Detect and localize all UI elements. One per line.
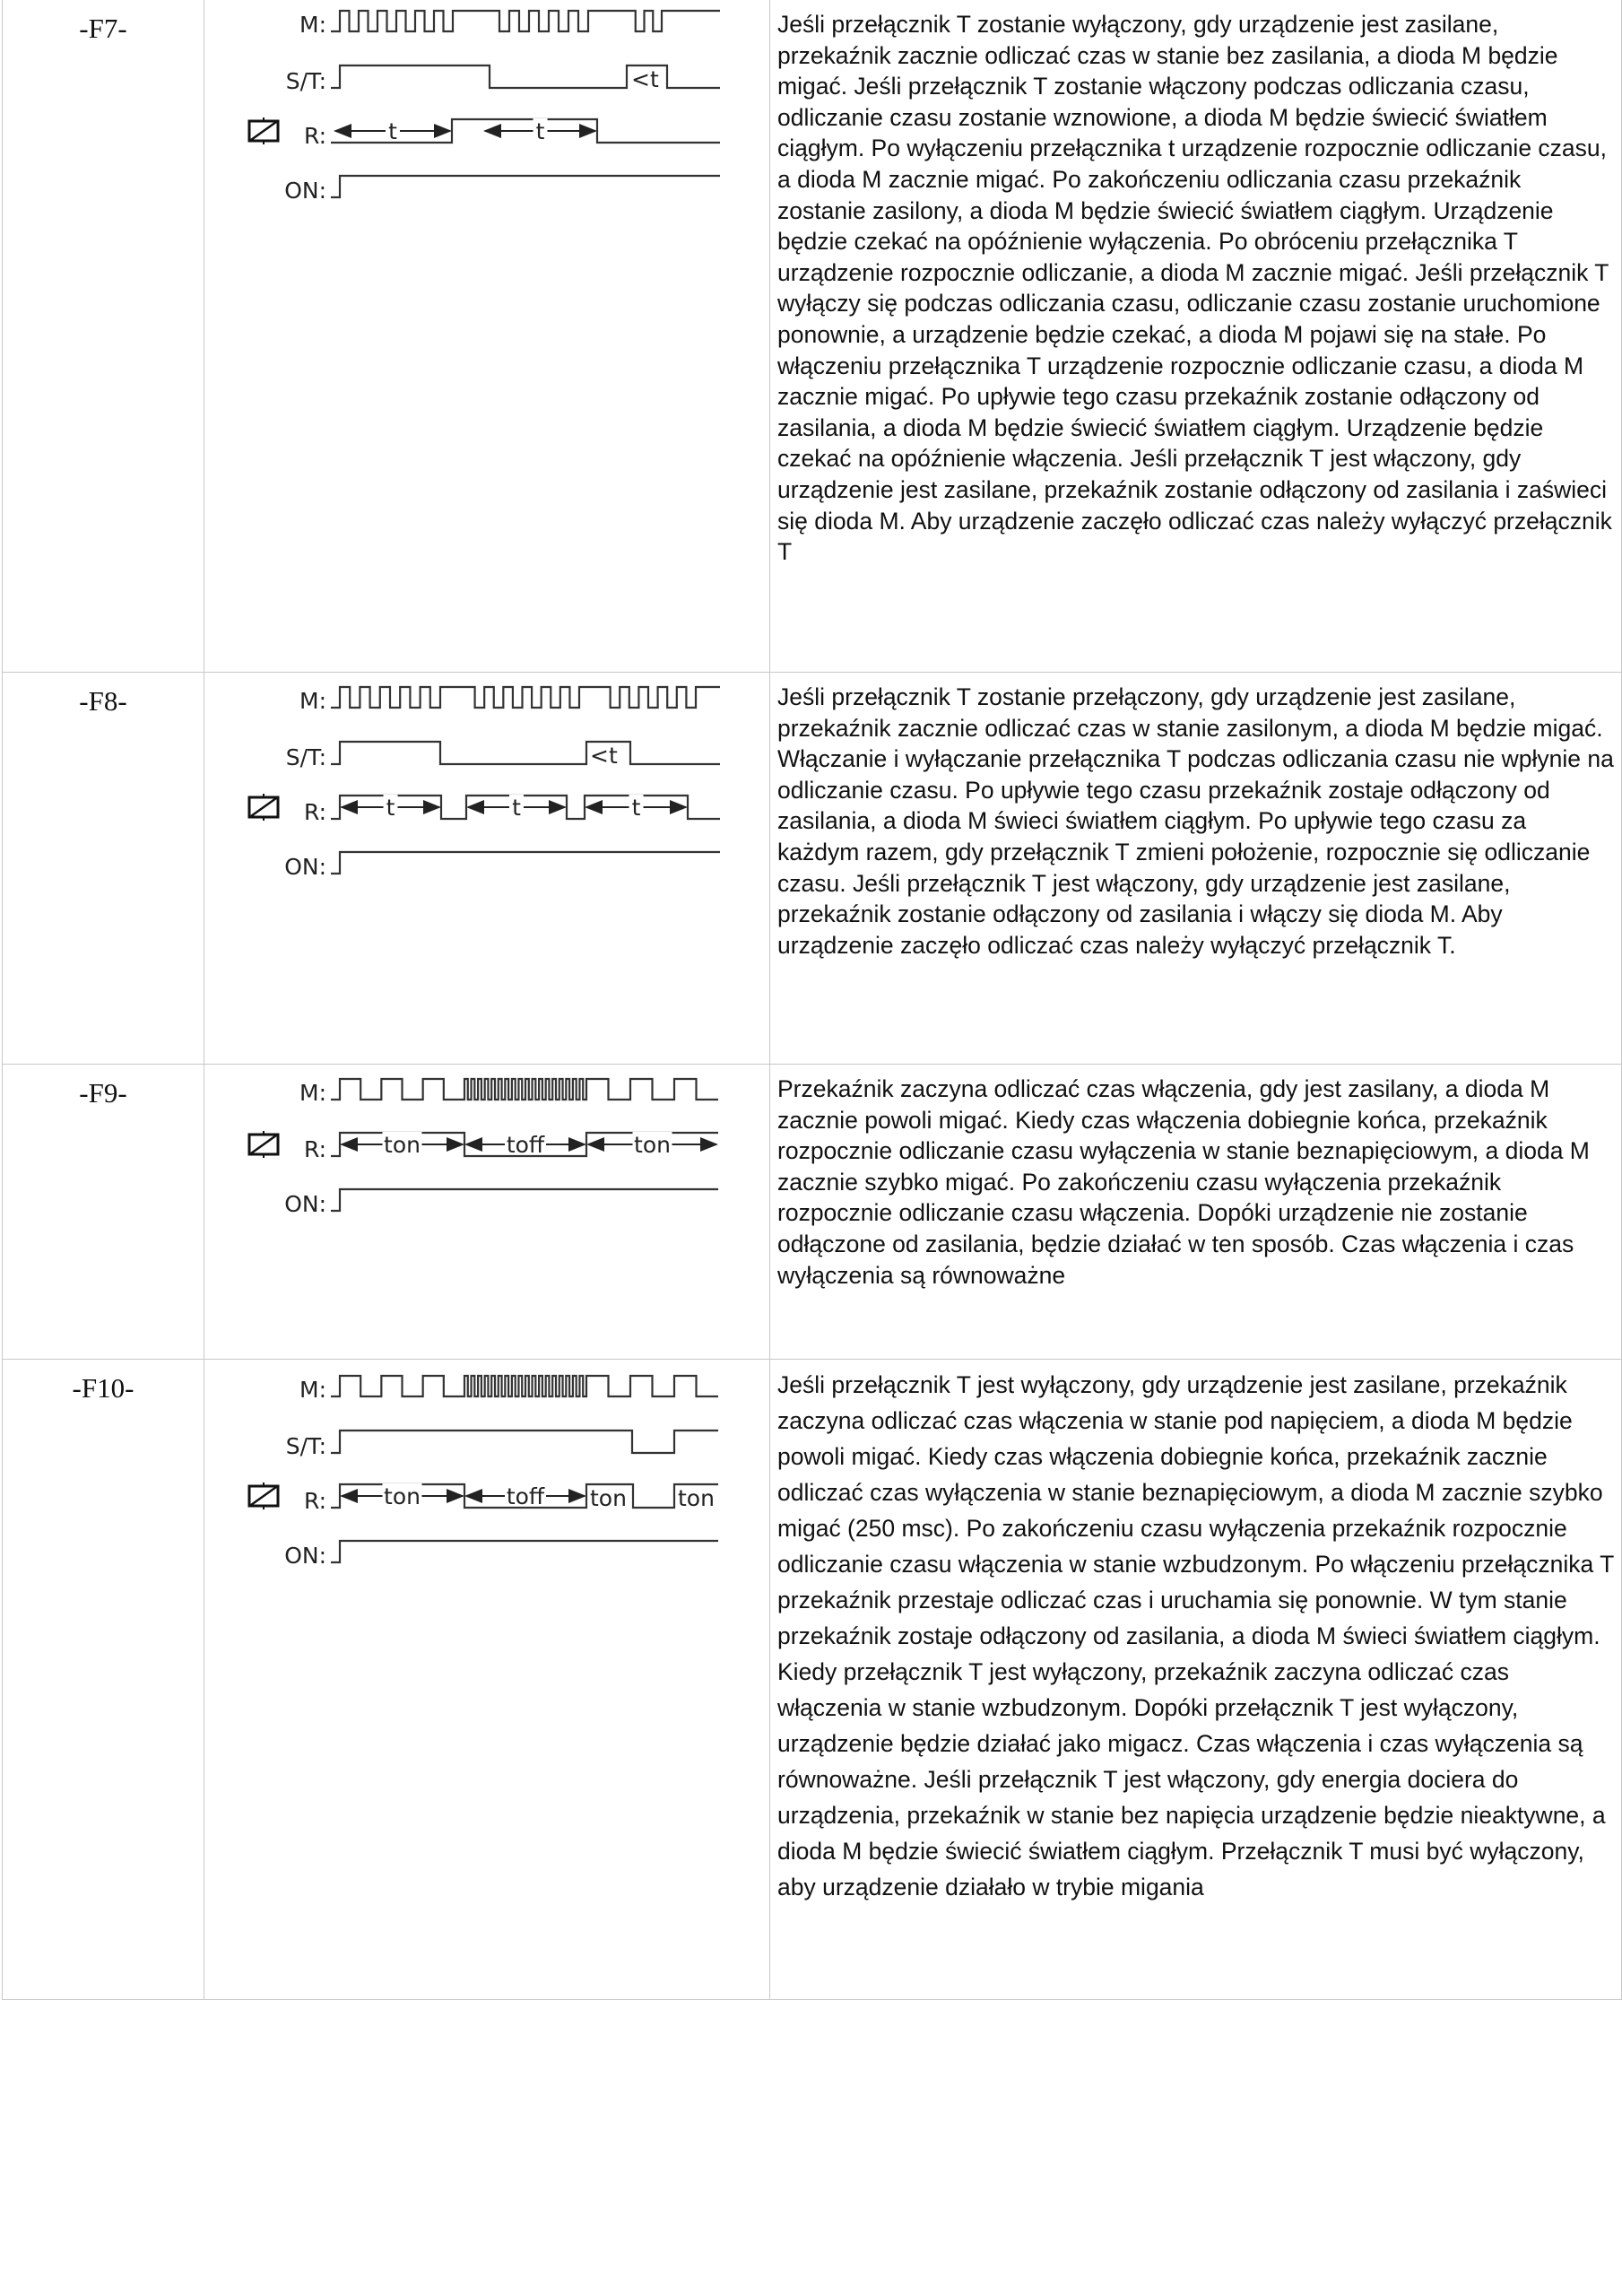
signal-label-on: ON: [284, 1191, 326, 1217]
signal-on [331, 1189, 718, 1211]
timing-diagram-cell [204, 1065, 770, 1359]
relay-coil-icon [249, 1131, 278, 1158]
interval-arrow [485, 118, 595, 144]
description: Jeśli przełącznik T zostanie przełączony, gdy urządzenie jest zasilane, przekaźnik zacznie odliczać czas w stanie zasilonym, a dioda M będzie migać. Włączanie i wyłączanie przełącznika T podczas odliczania czasu nie wpłynie na odliczanie czasu. Po upływie tego czasu przekaźnik zostaje odłączony od zasilania, a dioda M świeci światłem ciągłym. Po upływie tego czasu za każdym razem, gdy przełącznik T zmieni położenie, rozpocznie się odliczanie czasu. Jeśli przełącznik T jest włączony, gdy urządzenie jest zasilane, przekaźnik zostanie odłączony od zasilania i włączy się dioda M. Aby urządzenie zaczęło odliczać czas należy wyłączyć przełącznik T. [777, 683, 1614, 959]
interval-label: ton [634, 1132, 671, 1158]
signal-label-st: S/T: [285, 744, 326, 770]
relay-coil-icon [249, 117, 278, 144]
interval-label: t [386, 795, 395, 821]
table-row-f7 [3, 0, 1621, 672]
signal-on [331, 1541, 718, 1562]
table-row-f10 [3, 1359, 1621, 1999]
signal-label-r: R: [303, 799, 326, 825]
signal-on [331, 176, 720, 197]
timing-diagram-f10 [217, 1365, 728, 1580]
signal-m [331, 1376, 718, 1396]
function-id: -F8- [79, 685, 127, 717]
interval-label: ton [590, 1485, 627, 1511]
signal-st [331, 742, 720, 764]
signal-label-st: S/T: [285, 68, 326, 94]
interval-arrow [342, 1132, 463, 1158]
interval-label: ton [384, 1132, 421, 1158]
interval-arrow [466, 1132, 585, 1158]
interval-label: toff [506, 1132, 545, 1158]
interval-arrow [335, 118, 450, 144]
table-row-f8 [3, 672, 1621, 1064]
interval-label: ton [384, 1483, 421, 1509]
function-id: -F7- [79, 13, 127, 44]
description: Jeśli przełącznik T jest wyłączony, gdy urządzenie jest zasilane, przekaźnik zaczyna odliczać czas włączenia w stanie pod napięciem, a dioda M będzie powoli migać. Kiedy czas włączenia dobiegnie końca, przekaźnik zacznie odliczać czas wyłączenia w stanie beznapięciowym, a dioda M zacznie szybko migać (250 msc). Po zakończeniu czasu wyłączenia przekaźnik rozpocznie odliczanie czasu włączenia w stanie wzbudzonym. Po włączeniu przełącznika T przekaźnik przestaje odliczać czas i uruchamia się ponownie. W tym stanie przekaźnik zostaje odłączony od zasilania, a dioda M świeci światłem ciągłym. Kiedy przełącznik T jest wyłączony, przekaźnik zaczyna odliczać czas włączenia w stanie wzbudzonym. Dopóki przełącznik T jest wyłączony, urządzenie będzie działać jako migacz. Czas włączenia i czas wyłączenia są równoważne. Jeśli przełącznik T jest włączony, gdy energia dociera do urządzenia, przekaźnik w stanie bez napięcia urządzenie będzie nieaktywne, a dioda M będzie świecić światłem ciągłym. Przełącznik T musi być wyłączony, aby urządzenie działało w trybie migania [777, 1371, 1614, 1900]
signal-m [331, 1079, 718, 1100]
signal-label-on: ON: [284, 1543, 326, 1569]
signal-label-m: M: [299, 688, 326, 714]
timing-diagram-cell [204, 673, 770, 1064]
description: Jeśli przełącznik T zostanie wyłączony, gdy urządzenie jest zasilane, przekaźnik zacznie odliczać czas w stanie bez zasilania, a dioda M będzie migać. Jeśli przełącznik T zostanie włączony podczas odliczania czasu, odliczanie czasu zostanie wznowione, a dioda M będzie świecić światłem ciągłym. Po wyłączeniu przełącznika t urządzenie rozpocznie odliczanie czasu, a dioda M zacznie migać. Po zakończeniu odliczania czasu przekaźnik zostanie zasilony, a dioda M będzie świecić światłem ciągłym. Urządzenie będzie czekać na opóźnienie wyłączenia. Po obróceniu przełącznika T urządzenie rozpocznie odliczanie, a dioda M zacznie migać. Jeśli przełącznik T wyłączy się podczas odliczania czasu, odliczanie czasu zostanie uruchomione ponownie, a urządzenie będzie czekać, a dioda M pojawi się na stałe. Po włączeniu przełącznika T urządzenie rozpocznie odliczanie czasu, a dioda M zacznie migać. Po upływie tego czasu przekaźnik zostanie odłączony od zasilania, a dioda M będzie świecić światłem ciągłym. Urządzenie będzie czekać na opóźnienie włączenia. Jeśli przełącznik T jest włączony, gdy urządzenie jest zasilane, przekaźnik zostanie odłączony od zasilania i zaświeci się dioda M. Aby urządzenie zaczęło odliczać czas należy wyłączyć przełącznik T [777, 11, 1612, 566]
signal-st [331, 65, 720, 88]
interval-arrow [342, 1483, 463, 1509]
interval-label: <t [631, 66, 659, 92]
relay-coil-icon [249, 1483, 278, 1509]
signal-m [331, 11, 720, 31]
interval-arrow [342, 795, 439, 821]
description: Przekaźnik zaczyna odliczać czas włączenia, gdy jest zasilany, a dioda M zacznie powoli migać. Kiedy czas włączenia dobiegnie końca, przekaźnik rozpocznie odliczanie czasu wyłączenia w stanie beznapięciowym, a dioda M zacznie szybko migać. Po zakończeniu czasu wyłączenia przekaźnik rozpocznie odliczanie czasu włączenia. Dopóki urządzenie nie zostanie odłączone od zasilania, będzie działać w ten sposób. Czas włączenia i czas wyłączenia są równoważne [777, 1075, 1590, 1289]
id-cell [3, 0, 204, 672]
id-cell [3, 1360, 204, 1999]
interval-label: t [388, 118, 397, 144]
id-cell [3, 673, 204, 1064]
table-row-f9 [3, 1064, 1621, 1359]
signal-label-on: ON: [284, 854, 326, 880]
interval-label: t [512, 795, 521, 821]
function-table [2, 0, 1622, 2000]
signal-label-r: R: [303, 123, 326, 149]
interval-arrow [588, 1132, 716, 1158]
timing-diagram-f8 [217, 676, 728, 891]
signal-on [331, 852, 720, 874]
interval-arrow [468, 795, 565, 821]
interval-arrow [466, 1483, 585, 1509]
interval-label: toff [506, 1483, 545, 1509]
signal-label-m: M: [299, 1080, 326, 1106]
signal-m [331, 687, 720, 708]
interval-label: t [631, 795, 641, 821]
signal-label-on: ON: [284, 178, 326, 204]
interval-label: <t [590, 743, 618, 769]
interval-label: t [535, 118, 545, 144]
function-id: -F9- [79, 1077, 127, 1109]
timing-diagram-f9 [217, 1068, 728, 1230]
interval-arrow [586, 795, 686, 821]
timing-diagram-cell [204, 1360, 770, 1999]
timing-diagram-cell [204, 0, 770, 672]
signal-label-r: R: [303, 1488, 326, 1514]
relay-coil-icon [249, 794, 278, 821]
timing-diagram-f7 [217, 0, 728, 215]
signal-label-r: R: [303, 1136, 326, 1162]
signal-label-m: M: [299, 12, 326, 38]
function-id: -F10- [72, 1372, 134, 1404]
interval-label: ton [678, 1485, 715, 1511]
signal-label-st: S/T: [285, 1433, 326, 1459]
signal-label-m: M: [299, 1377, 326, 1403]
signal-st [331, 1431, 718, 1453]
id-cell [3, 1065, 204, 1359]
